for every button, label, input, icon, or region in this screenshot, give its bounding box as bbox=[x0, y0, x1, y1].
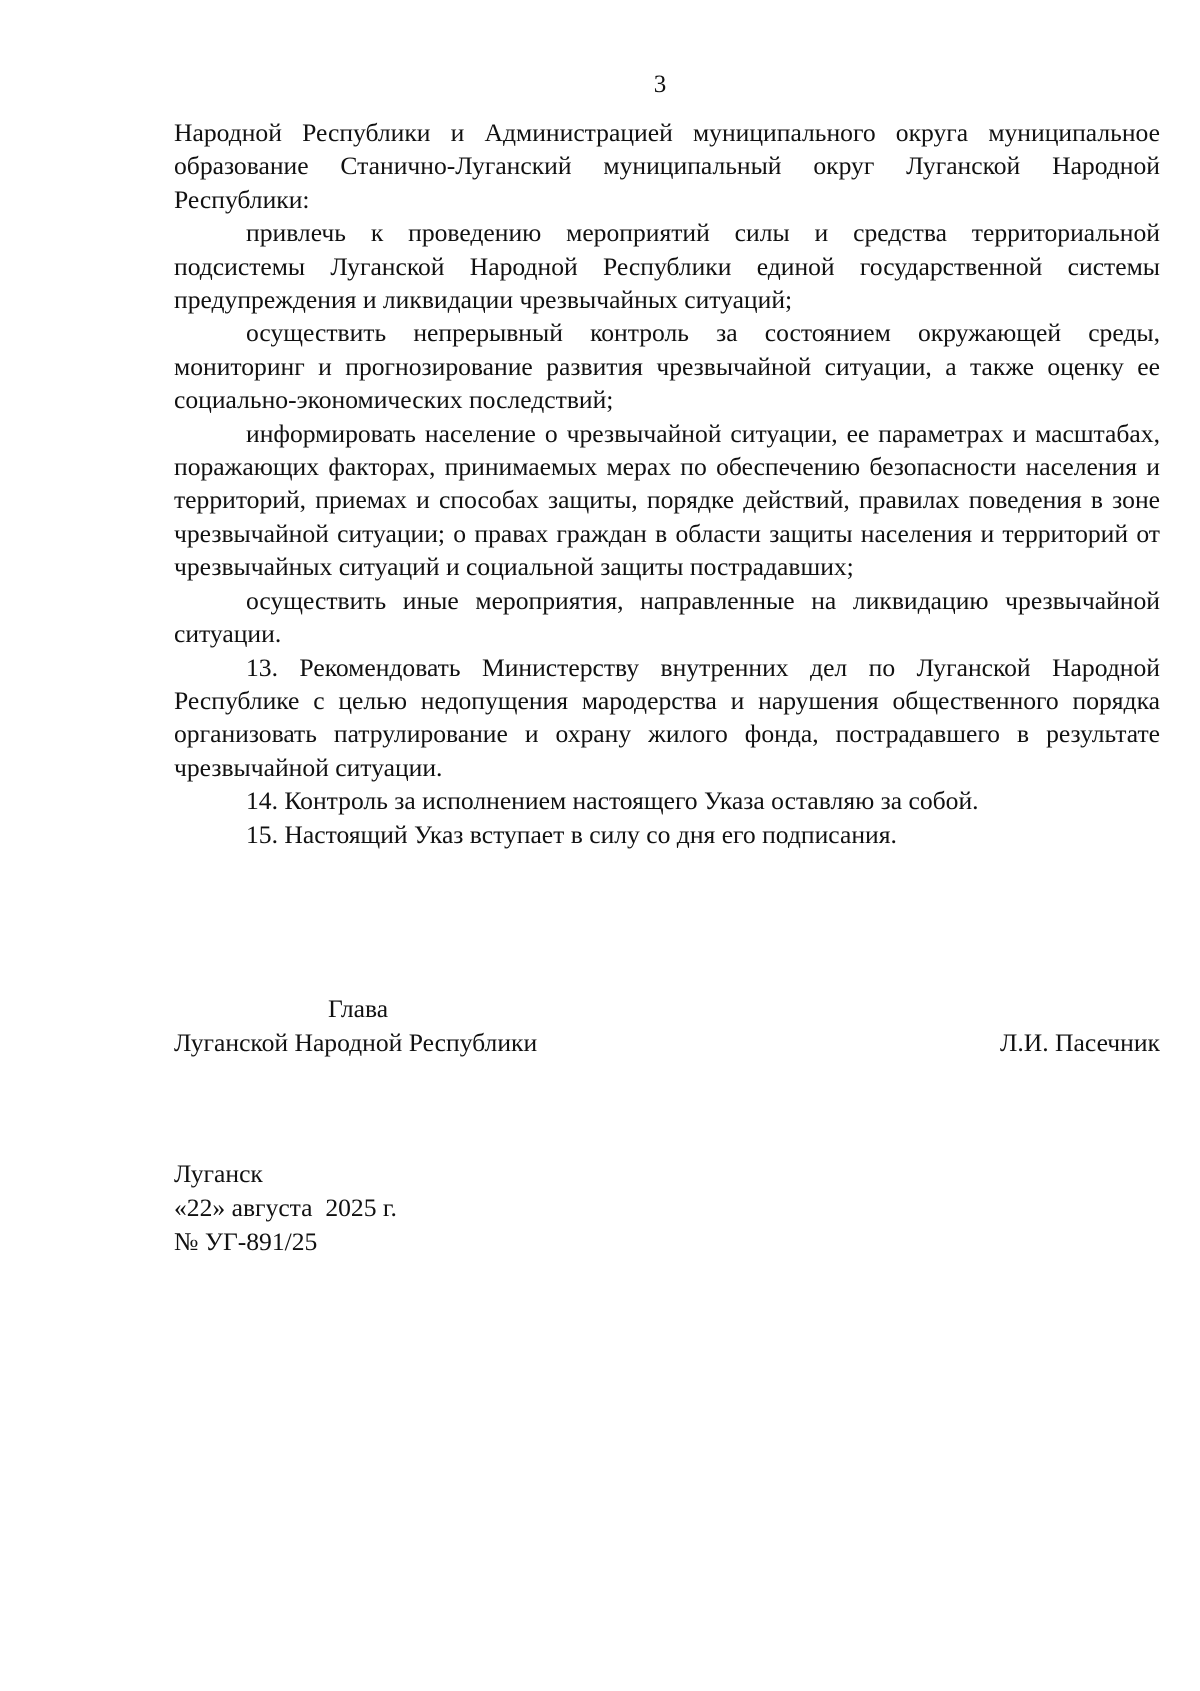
document-body bbox=[174, 116, 1160, 851]
paragraph-3: осуществить непрерывный контроль за состоянием окружающей среды, мониторинг и прогнозирование развития чрезвычайной ситуации, а также оценку ее социально-экономических последствий; bbox=[174, 318, 1160, 415]
signature-block bbox=[174, 992, 1160, 1060]
document-footer bbox=[174, 1157, 397, 1259]
issue-city: Луганск bbox=[174, 1159, 263, 1188]
signatory-name: Л.И. Пасечник bbox=[1000, 1028, 1160, 1057]
signatory-title: Глава bbox=[328, 994, 389, 1023]
paragraph-4: информировать население о чрезвычайной ситуации, ее параметрах и масштабах, поражающих факторах, принимаемых мерах по обеспечению безопасности населения и территорий, приемах и способах защиты, порядке действий, правилах поведения в зоне чрезвычайной ситуации; о правах граждан в области защиты населения и территорий от чрезвычайных ситуаций и социальной защиты пострадавших; bbox=[174, 418, 1160, 582]
paragraph-item-14: 14. Контроль за исполнением настоящего Указа оставляю за собой. bbox=[246, 786, 979, 816]
paragraph-2: привлечь к проведению мероприятий силы и средства территориальной подсистемы Луганской Народной Республики единой государственной системы предупреждения и ликвидации чрезвычайных ситуаций; bbox=[174, 218, 1160, 315]
paragraph-item-15: 15. Настоящий Указ вступает в силу со дня его подписания. bbox=[246, 819, 897, 849]
paragraph-item-13: 13. Рекомендовать Министерству внутренних дел по Луганской Народной Республике с целью недопущения мародерства и нарушения общественного порядка организовать патрулирование и охрану жилого фонда, пострадавшего в результате чрезвычайной ситуации. bbox=[174, 652, 1160, 782]
document-number: № УГ-891/25 bbox=[174, 1227, 318, 1256]
paragraph-1: Народной Республики и Администрацией муниципального округа муниципальное образование Станично-Луганский муниципальный округ Луганской Народной Республики: bbox=[174, 118, 1160, 214]
paragraph-5: осуществить иные мероприятия, направленные на ликвидацию чрезвычайной ситуации. bbox=[174, 585, 1160, 649]
signatory-organization: Луганской Народной Республики bbox=[174, 1028, 538, 1057]
issue-date: «22» августа 2025 г. bbox=[174, 1193, 397, 1222]
signature-row bbox=[174, 1026, 1160, 1060]
page-number: 3 bbox=[653, 71, 667, 98]
